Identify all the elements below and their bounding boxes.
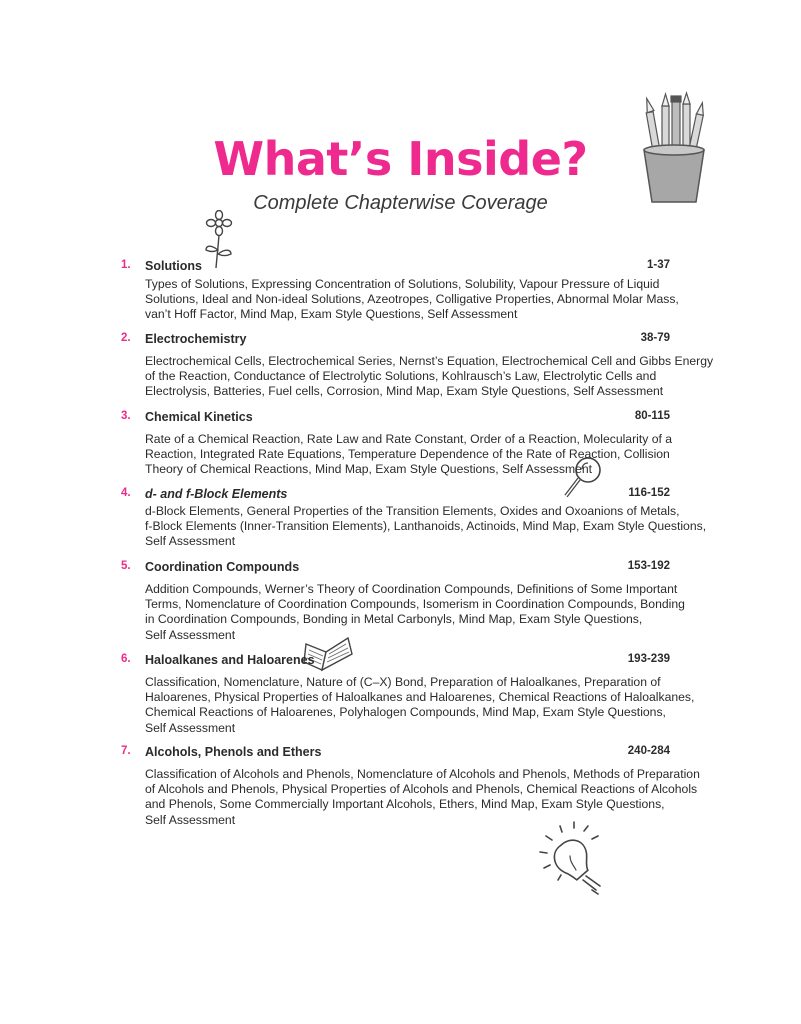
chapter-entry	[0, 560, 801, 642]
topic-line: Solutions, Ideal and Non-ideal Solutions, Azeotropes, Colligative Properties, Abnormal Molar Mass,	[145, 292, 679, 307]
topic-line: d-Block Elements, General Properties of the Transition Elements, Oxides and Oxoanions of Metals,	[145, 504, 680, 518]
chapter-entry	[0, 653, 801, 735]
topic-line: Classification of Alcohols and Phenols, Nomenclature of Alcohols and Phenols, Methods of Preparation	[145, 767, 700, 781]
chapter-title: Coordination Compounds	[145, 560, 300, 574]
chapter-entry	[0, 410, 801, 477]
page-subtitle: Complete Chapterwise Coverage	[253, 192, 548, 214]
light-bulb-icon	[536, 820, 618, 896]
chapter-title: Haloalkanes and Haloarenes	[145, 653, 315, 667]
chapter-number: 1.	[121, 259, 131, 271]
topic-line: Electrochemical Cells, Electrochemical Series, Nernst’s Equation, Electrochemical Cell and Gibbs Energy	[145, 354, 714, 368]
chapter-title: Solutions	[145, 259, 202, 273]
topic-line: Haloarenes, Physical Properties of Haloalkanes and Haloarenes, Chemical Reactions of Haloalkanes,	[145, 690, 695, 705]
topic-line: Reaction, Integrated Rate Equations, Temperature Dependence of the Rate of Reaction, Collision	[145, 447, 670, 462]
chapter-number: 4.	[121, 487, 131, 499]
topic-line: Rate of a Chemical Reaction, Rate Law and Rate Constant, Order of a Reaction, Molecularity of a	[145, 432, 673, 446]
chapter-pages: 153-192	[627, 560, 670, 572]
chapter-topics	[145, 504, 707, 550]
topic-line: in Coordination Compounds, Bonding in Metal Carbonyls, Mind Map, Exam Style Questions,	[145, 612, 643, 627]
chapter-number: 7.	[121, 745, 131, 757]
topic-line: van’t Hoff Factor, Mind Map, Exam Style Questions, Self Assessment	[145, 307, 518, 322]
topic-line: of the Reaction, Conductance of Electrolytic Solutions, Kohlrausch’s Law, Electrolytic Cells and	[145, 369, 657, 384]
chapter-pages: 116-152	[628, 487, 670, 499]
chapter-pages: 240-284	[627, 745, 670, 757]
topic-line: f-Block Elements (Inner-Transition Elements), Lanthanoids, Actinoids, Mind Map, Exam Style Questions,	[145, 519, 707, 534]
page-title: What’s Inside?	[213, 132, 588, 186]
chapter-number: 2.	[121, 332, 131, 344]
chapter-number: 3.	[121, 410, 131, 422]
topic-line: Self Assessment	[145, 720, 236, 735]
topic-line: of Alcohols and Phenols, Physical Properties of Alcohols and Phenols, Chemical Reactions of Alcohols	[145, 782, 698, 797]
chapter-number: 6.	[121, 653, 131, 665]
chapter-title: Alcohols, Phenols and Ethers	[145, 745, 322, 759]
topic-line: Theory of Chemical Reactions, Mind Map, Exam Style Questions, Self Assessment	[145, 462, 593, 477]
chapter-pages: 80-115	[634, 410, 670, 422]
chapter-pages: 193-239	[627, 653, 670, 665]
chapter-entry	[0, 259, 801, 322]
chapter-topics	[145, 354, 714, 400]
chapter-topics	[145, 582, 685, 643]
topic-line: Terms, Nomenclature of Coordination Compounds, Isomerism in Coordination Compounds, Bonding	[145, 597, 685, 612]
chapter-entry	[0, 332, 801, 399]
chapter-topics	[145, 432, 680, 478]
topic-line: Electrolysis, Batteries, Fuel cells, Corrosion, Mind Map, Exam Style Questions, Self Assessment	[145, 384, 664, 399]
chapter-pages: 1-37	[646, 259, 670, 271]
topic-line: Addition Compounds, Werner’s Theory of Coordination Compounds, Definitions of Some Important	[145, 582, 678, 596]
chapter-title: d- and f-Block Elements	[145, 487, 288, 501]
topic-line: Types of Solutions, Expressing Concentration of Solutions, Solubility, Vapour Pressure of Liquid	[145, 277, 660, 291]
chapter-title: Electrochemistry	[145, 332, 247, 346]
chapter-topics	[145, 675, 695, 736]
chapter-topics	[145, 277, 680, 323]
chapter-pages: 38-79	[640, 332, 670, 344]
chapter-entry	[0, 745, 801, 827]
topic-line: and Phenols, Some Commercially Important Alcohols, Ethers, Mind Map, Exam Style Questions,	[145, 797, 665, 812]
topic-line: Chemical Reactions of Haloarenes, Polyhalogen Compounds, Mind Map, Exam Style Questions,	[145, 705, 666, 720]
topic-line: Classification, Nomenclature, Nature of (C–X) Bond, Preparation of Haloalkanes, Preparation of	[145, 675, 661, 689]
chapter-number: 5.	[121, 560, 131, 572]
chapter-topics	[145, 767, 700, 828]
pencil-cup-icon	[636, 90, 712, 206]
chapter-title: Chemical Kinetics	[145, 410, 253, 424]
topic-line: Self Assessment	[145, 812, 236, 827]
topic-line: Self Assessment	[145, 534, 236, 549]
chapter-entry	[0, 487, 801, 549]
topic-line: Self Assessment	[145, 627, 236, 642]
